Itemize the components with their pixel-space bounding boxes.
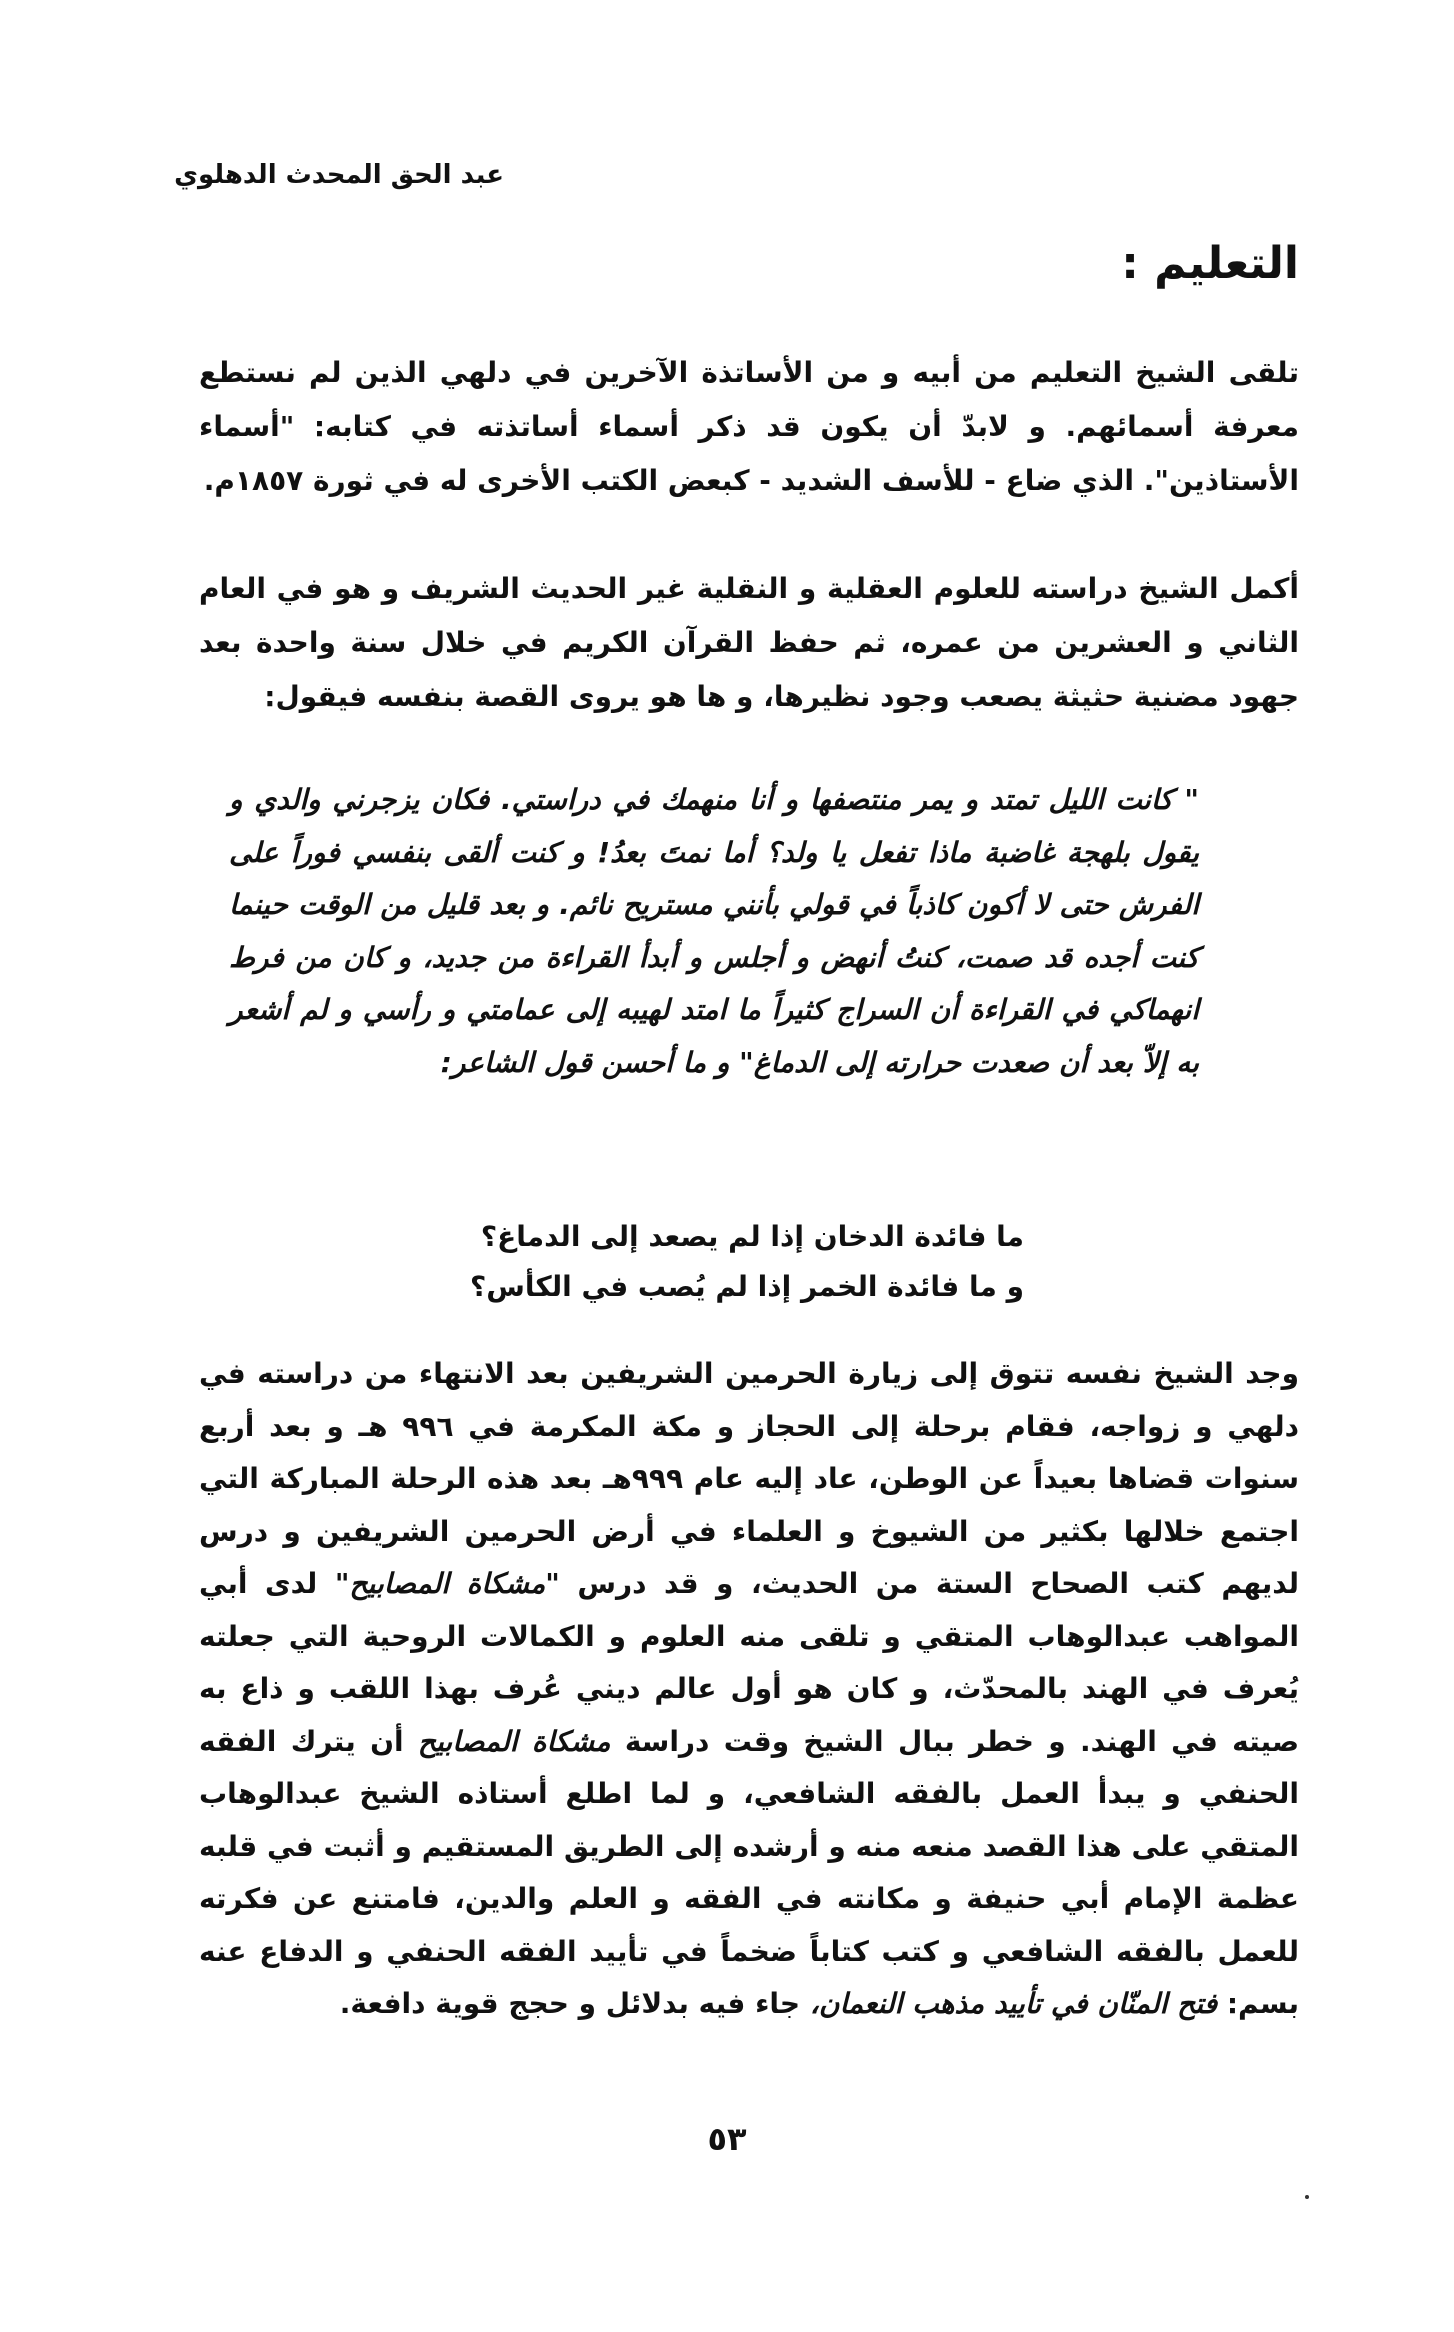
book-title-mishkat-quoted: "مشكاة المصابيح" — [334, 1567, 560, 1600]
paragraph-2: أكمل الشيخ دراسته للعلوم العقلية و النقلية غير الحديث الشريف و هو في العام الثاني و العشرين من عمره، ثم حفظ القرآن الكريم في خلال سنة واحدة بعد جهود مضنية حثيثة يصعب وجود نظيرها، و ها هو يروى القصة بنفسه فيقول: — [199, 572, 1299, 713]
paragraph-3-part-4: جاء فيه بدلائل و حجج قوية دافعة. — [339, 1987, 801, 2020]
poem-line-2: و ما فائدة الخمر إذا لم يُصب في الكأس؟ — [469, 1270, 1024, 1303]
page-number: ٥٣ — [707, 2120, 747, 2158]
poem-line-1: ما فائدة الدخان إذا لم يصعد إلى الدماغ؟ — [480, 1220, 1024, 1253]
block-quote: " كانت الليل تمتد و يمر منتصفها و أنا منهمك في دراستي. فكان يزجرني والدي و يقول بلهجة غاضبة ماذا تفعل يا ولد؟ أما نمتَ بعدُ! و كنت ألقى بنفسي فوراً على الفرش حتى لا أكون كاذباً في قولي بأنني مستريح نائم. و بعد قليل من الوقت حينما كنت أجده قد صمت، كنتُ أنهض و أجلس و أبدأ القراءة من جديد، و كان من فرط انهماكي في القراءة أن السراج كثيراً ما امتد لهيبه إلى عمامتي و رأسي و لم أشعر به إلاّ بعد أن صعدت حرارته إلى الدماغ" و ما أحسن قول الشاعر: — [229, 783, 1199, 1079]
section-title: التعليم : — [1121, 238, 1299, 289]
paragraph-3-part-2: لدى أبي المواهب عبدالوهاب المتقي و تلقى منه العلوم و الكمالات الروحية التي جعلته يُعرف في الهند بالمحدّث، و كان هو أول عالم ديني عُرف بهذا اللقب و ذاع به صيته في الهند. و خطر ببال الشيخ وقت دراسة — [199, 1567, 1300, 1758]
book-title-mishkat: مشكاة المصابيح — [417, 1724, 611, 1758]
paragraph-3-part-1: وجد الشيخ نفسه تتوق إلى زيارة الحرمين الشريفين بعد الانتهاء من دراسته في دلهي و زواجه، فقام برحلة إلى الحجاز و مكة المكرمة في ٩٩٦ هـ و بعد أربع سنوات قضاها بعيداً عن الوطن، عاد إليه عام ٩٩٩هـ بعد هذه الرحلة المباركة التي اجتمع خلالها بكثير من الشيوخ و العلماء في أرض الحرمين الشريفين و درس لديهم كتب الصحاح الستة من الحديث، و قد درس — [199, 1357, 1300, 1600]
book-title-fath-al-mannan: فتح المنّان في تأييد مذهب النعمان، — [809, 1987, 1218, 2020]
paragraph-1: تلقى الشيخ التعليم من أبيه و من الأساتذة الآخرين في دلهي الذين لم نستطع معرفة أسمائهم. و لابدّ أن يكون قد ذكر أسماء أساتذته في كتابه: "أسماء الأستاذين". الذي ضاع - للأسف الشديد - كبعض الكتب الأخرى له في ثورة ١٨٥٧م. — [199, 356, 1299, 497]
paragraph-3 — [199, 1348, 1299, 2031]
running-header: عبد الحق المحدث الدهلوي — [174, 160, 504, 190]
poem-verse — [324, 1212, 1024, 1312]
scan-speck — [1305, 2195, 1309, 2199]
paragraph-3-part-3: أن يترك الفقه الحنفي و يبدأ العمل بالفقه الشافعي، و لما اطلع أستاذه الشيخ عبدالوهاب المتقي على هذا القصد منعه منه و أرشده إلى الطريق المستقيم و أثبت في قلبه عظمة الإمام أبي حنيفة و مكانته في الفقه و العلم والدين، فامتنع عن فكرته للعمل بالفقه الشافعي و كتب كتاباً ضخماً في تأييد الفقه الحنفي و الدفاع عنه بسم: — [199, 1724, 1299, 2020]
